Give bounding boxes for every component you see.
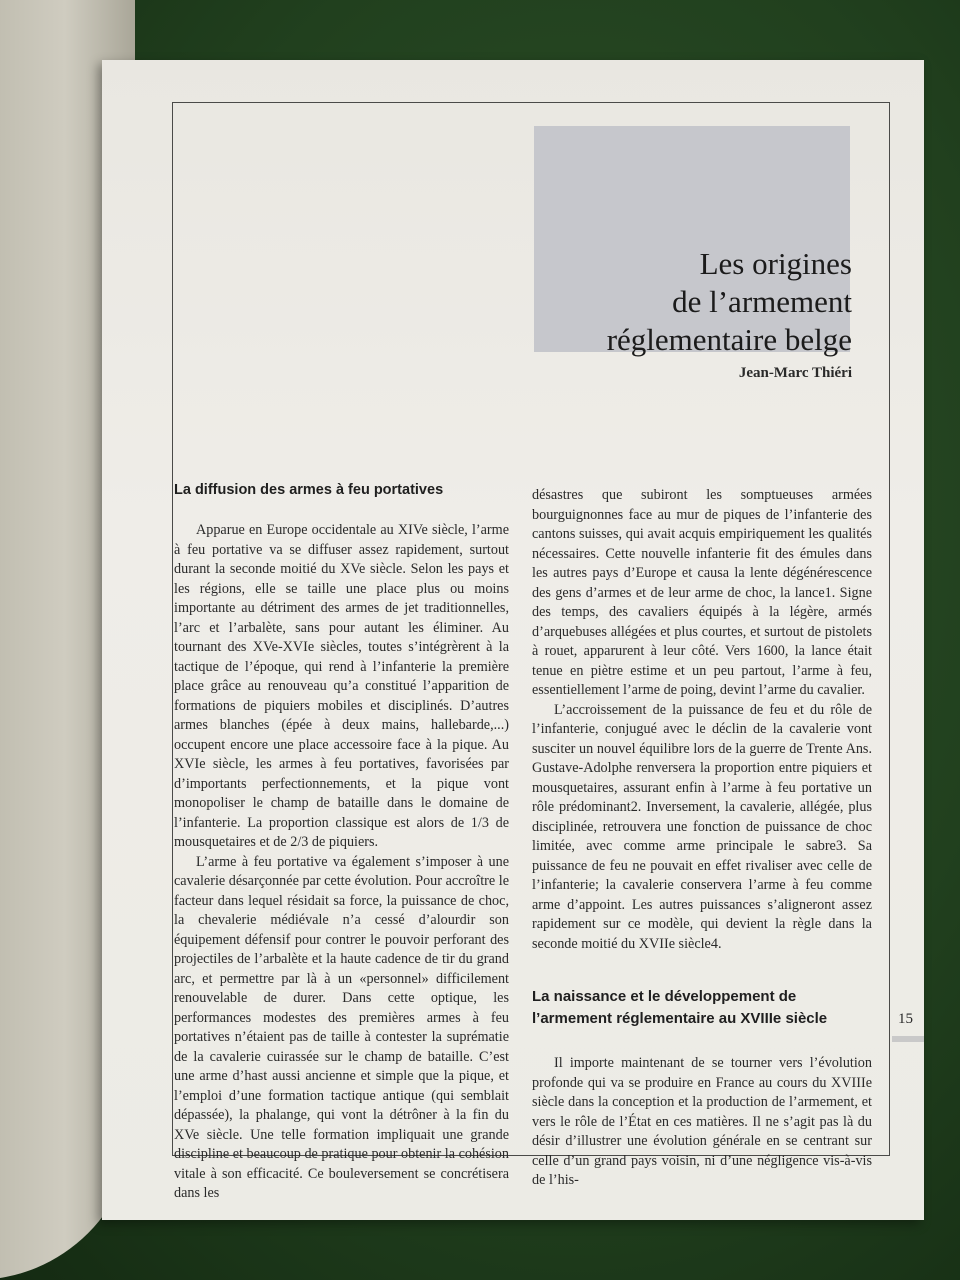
title-line-1: Les origines bbox=[699, 246, 852, 281]
left-column bbox=[174, 480, 509, 1204]
paragraph: L’arme à feu portative va également s’imposer à une cavalerie désarçonnée par cette évolution. Pour accroître le facteur dans lequel résidait sa force, la puissance de choc, la chevalerie médiévale n’a cessé d’alourdir son équipement défensif pour contrer le pouvoir perforant des projectiles de l’arbalète et la haute cadence de tir du grand arc, et permettre par là à un «personnel» difficilement renouvelable de durer. Dans cette optique, les performances modestes des premières armes à feu portatives n’étaient pas de taille à contester la suprématie de la cavalerie cuirassée sur le champ de bataille. C’est une arme d’hast aussi ancienne et simple que la pique, et l’emploi d’une formation tactique antique (qui semblait dépassée), la phalange, qui vont la détrôner à la fin du XVe siècle. Une telle formation impliquait une grande discipline et beaucoup de pratique pour obtenir la cohésion vitale à son efficacité. Ce bouleversement se concrétisera dans les bbox=[174, 853, 509, 1201]
book-page bbox=[102, 60, 924, 1220]
page-number-tab bbox=[892, 1036, 924, 1042]
paragraph: L’accroissement de la puissance de feu et du rôle de l’infanterie, conjugué avec le déclin de la cavalerie vont susciter un nouvel équilibre lors de la guerre de Trente Ans. Gustave-Adolphe renversera la proportion entre piquiers et mousquetaires, assurant enfin à l’arme à feu portative un rôle prédominant2. Inversement, la cavalerie, allégée, plus disciplinée, retrouvera une fonction de puissance de choc limitée, avec comme arme principale le sabre3. Sa puissance de feu ne pouvait en effet rivaliser avec celle de l’infanterie; la cavalerie conservera l’arme à feu comme arme d’appoint. Les autres puissances s’aligneront assez rapidement sur ce modèle, qui devient la règle dans la seconde moitié du XVIIe siècle4. bbox=[532, 701, 872, 952]
page-number: 15 bbox=[898, 1011, 913, 1027]
author: Jean-Marc Thiéri bbox=[738, 365, 852, 381]
title-line-2: de l’armement bbox=[672, 284, 852, 319]
section-heading-2: La naissance et le développement de l’armement réglementaire au XVIIIe siècle bbox=[532, 988, 828, 1027]
paragraph: Apparue en Europe occidentale au XIVe siècle, l’arme à feu portative va se diffuser assez rapidement, surtout durant la seconde moitié du XVe siècle. Selon les pays et les régions, elle se taille une place plus ou moins importante au détriment des armes de jet traditionnelles, l’arc et l’arbalète, sans pour autant les éliminer. Au tournant des XVe-XVIe siècles, toutes s’intégrèrent à la tactique de l’époque, qui rend à l’infanterie la première place grâce au renouveau qu’a constitué l’apparition de formations de piquiers mobiles et disciplinés. D’autres armes blanches (épée à deux mains, hallebarde,...) occupent encore une place accessoire face à la pique. Au XVIe siècle, les armes à feu portatives, favorisées par d’importants perfectionnements, et la pique vont monopoliser le champ de bataille dans le domaine de l’infanterie. La proportion classique est alors de 1/3 de mousquetaires et de 2/3 de piquiers. bbox=[174, 522, 509, 850]
title-line-3: réglementaire belge bbox=[606, 322, 852, 357]
right-column bbox=[532, 486, 872, 1191]
article-title bbox=[532, 245, 852, 359]
paragraph: désastres que subiront les somptueuses armées bourguignonnes face au mur de piques de l’infanterie des cantons suisses, qui avait acquis empiriquement les qualités nécessaires. Cette nouvelle infanterie fit des émules dans les autres pays d’Europe et causa la lente dégénérescence des gens d’armes et de leur arme de choc, la lance1. Signe des temps, des cavaliers équipés à la légère, armés d’arquebuses allégées et plus courtes, et surtout de pistolets à rouet, apparurent à leur côté. Vers 1600, la lance était tenue en piètre estime et un peu partout, l’arme à feu, essentiellement l’arme de poing, devint l’arme du cavalier. bbox=[532, 487, 872, 698]
paragraph: Il importe maintenant de se tourner vers l’évolution profonde qui va se produire en France au cours du XVIIIe siècle dans la conception et la production de l’armement, et vers le rôle de l’État en ces matières. Il ne s’agit pas là du désir d’illustrer une évolution générale en se centrant sur celle d’un grand pays voisin, ni d’une négligence vis-à-vis de l’his- bbox=[532, 1055, 872, 1188]
section-heading-1: La diffusion des armes à feu portatives bbox=[174, 482, 444, 498]
